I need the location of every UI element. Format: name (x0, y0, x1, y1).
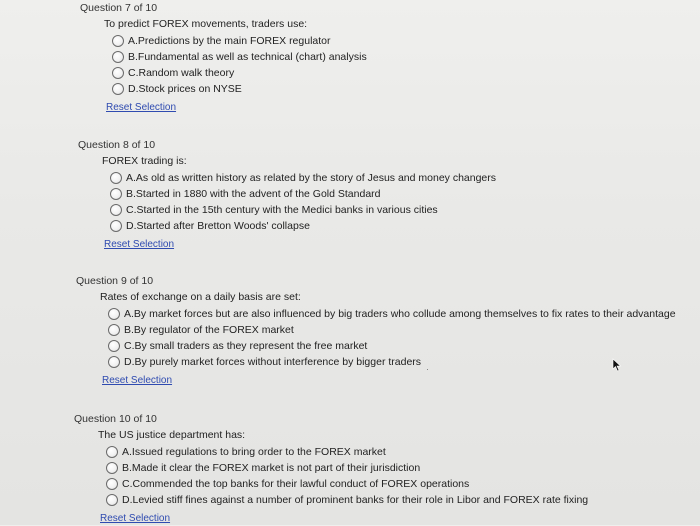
radio-button[interactable] (112, 83, 124, 95)
options-list (106, 444, 588, 508)
reset-selection-link[interactable]: Reset Selection (100, 513, 171, 524)
option-label: C.Random walk theory (128, 67, 235, 79)
question-prompt: Rates of exchange on a daily basis are set: (100, 291, 301, 303)
option-a[interactable] (108, 306, 676, 322)
radio-button[interactable] (106, 446, 118, 458)
option-label: D.Started after Bretton Woods' collapse (126, 220, 310, 232)
radio-button[interactable] (110, 204, 122, 216)
radio-button[interactable] (108, 356, 120, 368)
option-d[interactable] (108, 354, 676, 370)
question-number: Question 9 of 10 (76, 275, 154, 287)
radio-button[interactable] (112, 35, 124, 47)
radio-button[interactable] (110, 188, 122, 200)
option-a[interactable] (106, 444, 588, 460)
option-label: C.By small traders as they represent the free market (124, 340, 368, 352)
option-c[interactable] (112, 65, 367, 81)
option-label: B.Started in 1880 with the advent of the Gold Standard (126, 188, 381, 200)
radio-button[interactable] (110, 172, 122, 184)
options-list (110, 170, 496, 234)
stray-dot: · (426, 364, 429, 374)
radio-button[interactable] (106, 494, 118, 506)
option-label: C.Commended the top banks for their lawful conduct of FOREX operations (122, 478, 470, 490)
radio-button[interactable] (112, 51, 124, 63)
option-label: A.Predictions by the main FOREX regulator (128, 35, 331, 47)
radio-button[interactable] (106, 478, 118, 490)
option-b[interactable] (112, 49, 367, 65)
question-number: Question 10 of 10 (74, 413, 157, 425)
question-8 (78, 139, 496, 252)
option-label: D.Stock prices on NYSE (128, 83, 242, 95)
option-a[interactable] (110, 170, 496, 186)
reset-selection-link[interactable]: Reset Selection (102, 375, 173, 386)
option-b[interactable] (106, 460, 588, 476)
question-prompt: FOREX trading is: (102, 155, 187, 167)
option-label: D.Levied stiff fines against a number of prominent banks for their role in Libor and FOREX rate fixing (122, 494, 589, 506)
option-label: B.By regulator of the FOREX market (124, 324, 294, 336)
radio-button[interactable] (108, 308, 120, 320)
question-prompt: The US justice department has: (98, 429, 246, 441)
reset-selection-link[interactable]: Reset Selection (104, 239, 175, 250)
option-c[interactable] (108, 338, 676, 354)
option-label: A.As old as written history as related by the story of Jesus and money changers (126, 172, 497, 184)
radio-button[interactable] (110, 220, 122, 232)
radio-button[interactable] (106, 462, 118, 474)
option-d[interactable] (106, 492, 588, 508)
radio-button[interactable] (108, 340, 120, 352)
option-c[interactable] (106, 476, 588, 492)
option-a[interactable] (112, 33, 367, 49)
option-label: B.Fundamental as well as technical (chart) analysis (128, 51, 367, 63)
question-9 (76, 275, 676, 388)
option-label: D.By purely market forces without interference by bigger traders (124, 356, 422, 368)
option-label: B.Made it clear the FOREX market is not part of their jurisdiction (122, 462, 421, 474)
option-b[interactable] (110, 186, 496, 202)
option-label: A.By market forces but are also influenced by big traders who collude among themselves to fix rates to their advantage (124, 308, 676, 320)
options-list (108, 306, 676, 370)
option-d[interactable] (112, 81, 367, 97)
mouse-pointer-icon (612, 358, 622, 372)
option-d[interactable] (110, 218, 496, 234)
option-label: C.Started in the 15th century with the Medici banks in various cities (126, 204, 438, 216)
option-c[interactable] (110, 202, 496, 218)
radio-button[interactable] (112, 67, 124, 79)
option-b[interactable] (108, 322, 676, 338)
option-label: A.Issued regulations to bring order to the FOREX market (122, 446, 386, 458)
question-7 (80, 2, 367, 115)
options-list (112, 33, 367, 97)
radio-button[interactable] (108, 324, 120, 336)
question-number: Question 8 of 10 (78, 139, 156, 151)
question-prompt: To predict FOREX movements, traders use: (104, 18, 308, 30)
question-number: Question 7 of 10 (80, 2, 158, 14)
reset-selection-link[interactable]: Reset Selection (106, 102, 177, 113)
question-10 (74, 413, 588, 526)
